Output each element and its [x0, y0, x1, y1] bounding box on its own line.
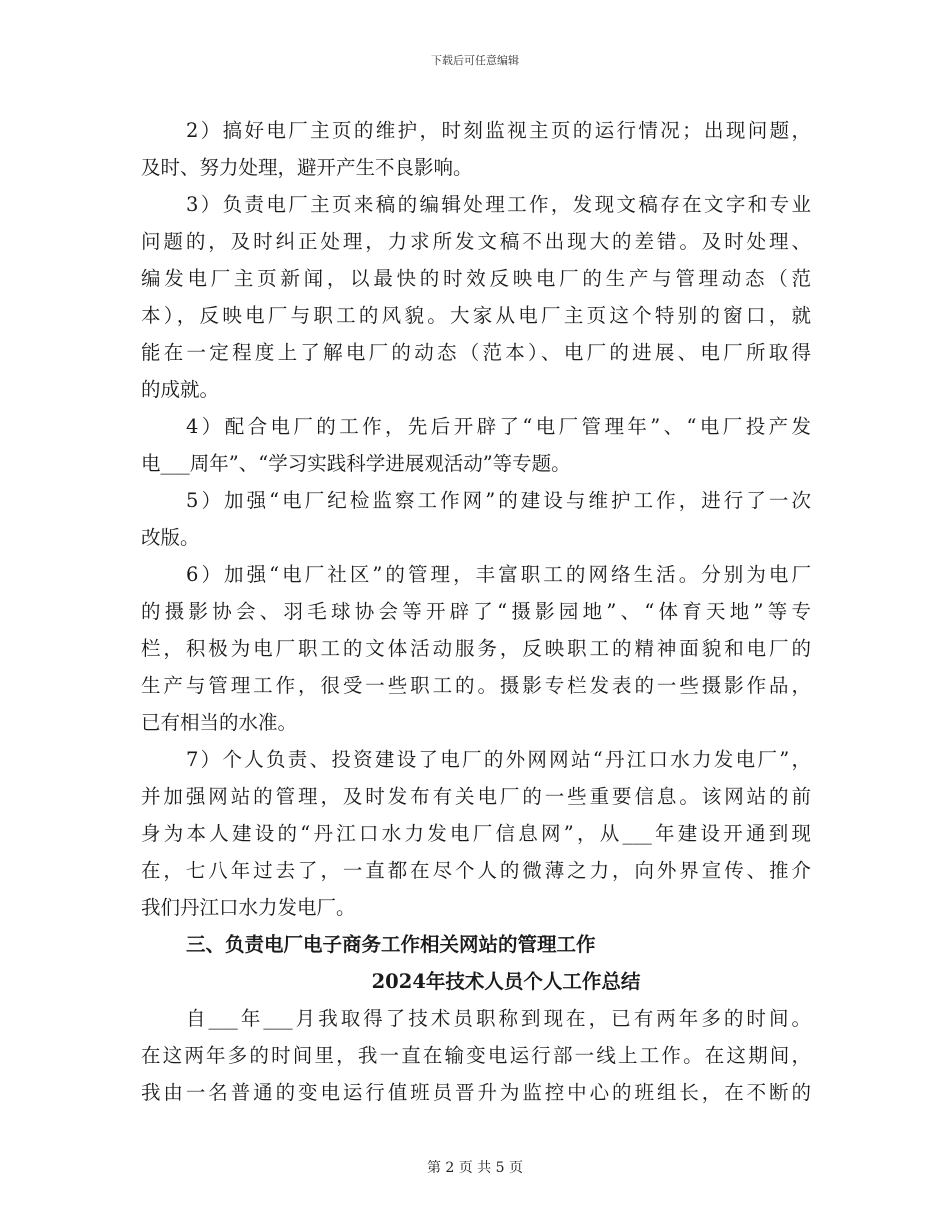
text-line: 编发电厂主页新闻，以最快的时效反映电厂的生产与管理动态（范 — [141, 267, 811, 290]
text-line: 问题的，及时纠正处理，力求所发文稿不出现大的差错。及时处理、 — [141, 230, 811, 253]
text-line: 身为本人建设的“丹江口水力发电厂信息网”，从___年建设开通到现 — [141, 822, 811, 845]
text-line: 的摄影协会、羽毛球协会等开辟了“摄影园地”、“体育天地”等专 — [141, 600, 811, 623]
text-line: 3）负责电厂主页来稿的编辑处理工作，发现文稿存在文字和专业 — [186, 193, 811, 216]
page-header: 下载后可任意编辑 — [431, 54, 519, 67]
text-line: 7）个人负责、投资建设了电厂的外网网站“丹江口水力发电厂”， — [186, 748, 811, 771]
text-line: 并加强网站的管理，及时发布有关电厂的一些重要信息。该网站的前 — [141, 785, 811, 808]
text-line: 4）配合电厂的工作，先后开辟了“电厂管理年”、“电厂投产发 — [186, 415, 811, 438]
text-line: 电___周年”、“学习实践科学进展观活动”等专题。 — [141, 452, 571, 475]
text-line: 栏，积极为电厂职工的文体活动服务，反映职工的精神面貌和电厂的 — [141, 637, 811, 660]
section-heading: 三、负责电厂电子商务工作相关网站的管理工作 — [186, 933, 596, 956]
text-line: 在这两年多的时间里，我一直在输变电运行部一线上工作。在这期间， — [141, 1044, 811, 1067]
text-line: 5）加强“电厂纪检监察工作网”的建设与维护工作，进行了一次 — [186, 489, 811, 512]
text-line: 本），反映电厂与职工的风貌。大家从电厂主页这个特别的窗口，就 — [141, 304, 811, 327]
text-line: 的成就。 — [141, 378, 220, 401]
text-line: 自___年___月我取得了技术员职称到现在，已有两年多的时间。 — [186, 1007, 811, 1030]
text-line: 生产与管理工作，很受一些职工的。摄影专栏发表的一些摄影作品， — [141, 674, 811, 697]
page-footer: 第 2 页 共 5 页 — [426, 1160, 524, 1176]
text-line: 6）加强“电厂社区”的管理，丰富职工的网络生活。分别为电厂 — [186, 563, 811, 586]
section-title: 2024年技术人员个人工作总结 — [371, 970, 641, 993]
text-line: 及时、努力处理，避开产生不良影响。 — [141, 156, 473, 179]
text-line: 在，七八年过去了，一直都在尽个人的微薄之力，向外界宣传、推介 — [141, 859, 811, 882]
text-line: 我们丹江口水力发电厂。 — [141, 896, 356, 919]
text-line: 我由一名普通的变电运行值班员晋升为监控中心的班组长，在不断的 — [141, 1081, 811, 1104]
text-line: 能在一定程度上了解电厂的动态（范本）、电厂的进展、电厂所取得 — [141, 341, 811, 364]
text-line: 2）搞好电厂主页的维护，时刻监视主页的运行情况；出现问题， — [186, 119, 811, 142]
document-body — [141, 112, 811, 1111]
text-line: 改版。 — [141, 526, 200, 549]
text-line: 已有相当的水准。 — [141, 711, 298, 734]
